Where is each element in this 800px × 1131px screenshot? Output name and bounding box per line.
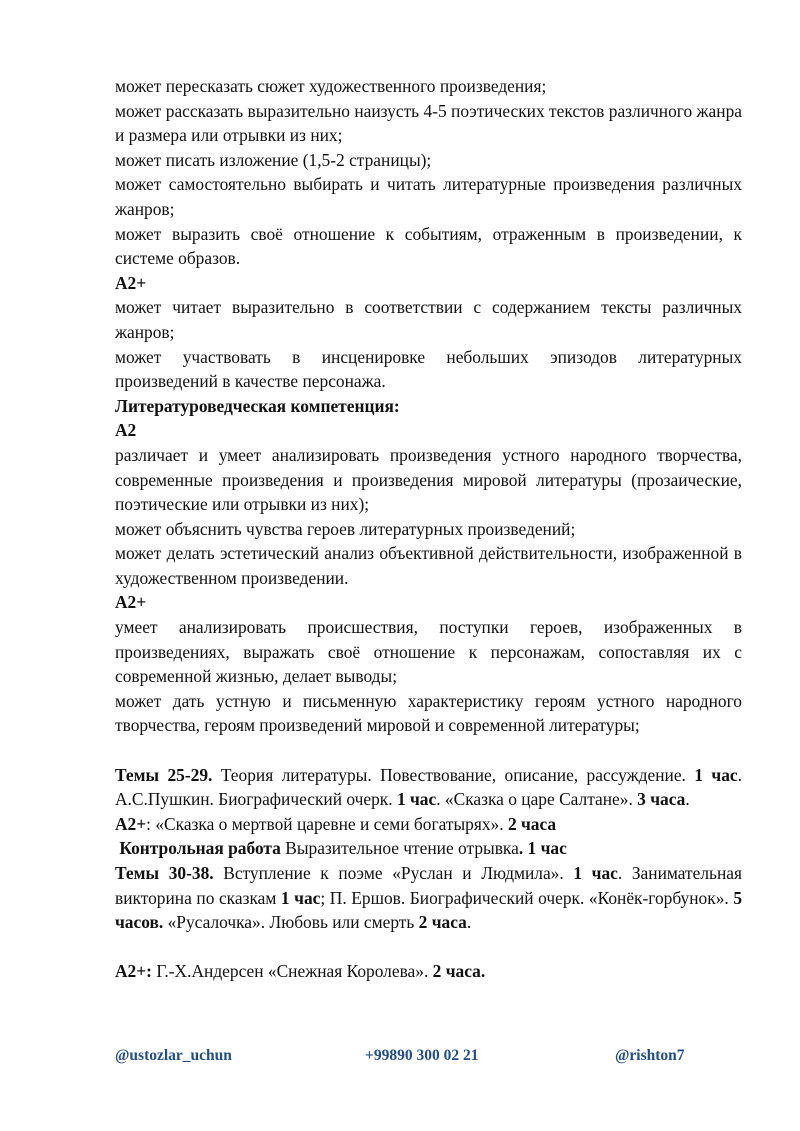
- topic-text: Теория литературы. Повествование, описание, рассуждение.: [212, 764, 695, 785]
- paragraph: может самостоятельно выбирать и читать литературные произведения различных жанров;: [115, 174, 742, 219]
- test-label: Контрольная работа: [115, 838, 281, 859]
- section-heading: Литературоведческая компетенция:: [115, 395, 400, 416]
- topic-text: .: [466, 912, 472, 933]
- topic-paragraph: [115, 812, 742, 837]
- topic-paragraph: [115, 763, 742, 812]
- footer-channel-handle: @ustozlar_uchun: [115, 1047, 232, 1064]
- topic-text: Г.-Х.Андерсен «Снежная Королева».: [151, 961, 433, 982]
- footer-channel-handle-2: @rishton7: [615, 1047, 685, 1064]
- topic-paragraph: [115, 959, 742, 984]
- topic-title: Темы 30-38.: [115, 863, 214, 883]
- hours-label: 5 часов.: [115, 887, 743, 933]
- topic-title: Темы 25-29.: [115, 764, 213, 785]
- paragraph: может участвовать в инсценировке небольших эпизодов литературных произведений в качестве персонажа.: [115, 346, 742, 392]
- paragraph: может пересказать сюжет художественного произведения;: [115, 76, 547, 96]
- paragraph: может рассказать выразительно наизусть 4-5 поэтических текстов различного жанра и размера или отрывки из них;: [115, 100, 742, 146]
- hours-label: 2 часа: [507, 813, 557, 834]
- hours-label: 1 час: [694, 764, 738, 785]
- hours-label: 1 час: [280, 887, 321, 908]
- page-footer: [0, 1047, 800, 1071]
- blank-line: [115, 935, 742, 960]
- document-body: [115, 74, 742, 984]
- level-heading: A2+: [115, 592, 147, 613]
- topic-paragraph: [115, 861, 742, 935]
- level-label: A2+:: [115, 961, 152, 982]
- topic-text: ; П. Ершов. Биографический очерк. «Конёк-горбунок».: [320, 887, 734, 908]
- level-heading: A2+: [115, 272, 147, 293]
- hours-label: 1 час: [396, 789, 437, 810]
- topic-text: : «Сказка о мертвой царевне и семи богатырях».: [146, 813, 508, 834]
- topic-text: . «Сказка о царе Салтане».: [436, 789, 638, 810]
- topic-text: Вступление к поэме «Руслан и Людмила».: [213, 863, 574, 883]
- paragraph: может выразить своё отношение к событиям, отраженным в произведении, к системе образов.: [115, 223, 742, 269]
- paragraph: может делать эстетический анализ объективной действительности, изображенной в художественном произведении.: [115, 543, 742, 588]
- footer-phone-number: +99890 300 02 21: [365, 1047, 479, 1064]
- topic-text: . А.С.Пушкин. Биографический очерк.: [115, 764, 742, 810]
- hours-label: 2 часа.: [432, 961, 486, 982]
- level-label: A2+: [115, 813, 147, 834]
- paragraph: может писать изложение (1,5-2 страницы);: [115, 149, 432, 170]
- paragraph: может объяснить чувства героев литературных произведений;: [115, 518, 576, 539]
- level-heading: A2: [115, 420, 137, 441]
- hours-label: 1 час: [573, 863, 618, 883]
- topic-paragraph: [115, 836, 742, 861]
- topic-text: Выразительное чтение отрывка: [280, 838, 519, 859]
- hours-label: 3 часа: [637, 789, 686, 810]
- hours-label: . 1 час: [518, 838, 567, 859]
- paragraph: может дать устную и письменную характеристику героям устного народного творчества, героям произведений мировой и современной литературы;: [115, 690, 742, 736]
- topic-text: . Занимательная викторина по сказкам: [115, 863, 742, 908]
- hours-label: 2 часа: [418, 912, 467, 933]
- topic-text: .: [685, 789, 690, 810]
- paragraph: умеет анализировать происшествия, поступки героев, изображенных в произведениях, выражать своё отношение к персонажам, сопоставляя их с современной жизнью, делает выводы;: [115, 617, 742, 687]
- blank-line: [115, 738, 742, 763]
- topic-text: «Русалочка». Любовь или смерть: [163, 912, 419, 933]
- paragraph: различает и умеет анализировать произведения устного народного творчества, современные произведения и произведения мировой литературы (прозаические, поэтические или отрывки из них);: [115, 444, 742, 515]
- paragraph: может читает выразительно в соответствии с содержанием тексты различных жанров;: [115, 297, 742, 342]
